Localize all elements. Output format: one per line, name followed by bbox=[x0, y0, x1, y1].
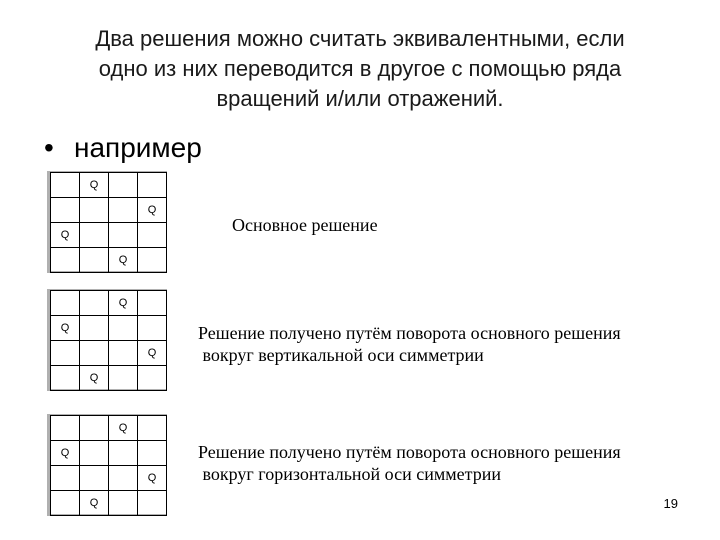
board-cell bbox=[138, 223, 167, 248]
board-2-caption-line-2: вокруг вертикальной оси симметрии bbox=[198, 345, 484, 365]
board-cell bbox=[109, 366, 138, 391]
board-cell bbox=[138, 173, 167, 198]
queen-cell: Q bbox=[51, 316, 80, 341]
bullet-item bbox=[44, 130, 202, 166]
board-cell bbox=[138, 248, 167, 273]
queen-cell: Q bbox=[138, 341, 167, 366]
queen-cell: Q bbox=[80, 491, 109, 516]
queen-cell: Q bbox=[109, 416, 138, 441]
board-cell bbox=[51, 173, 80, 198]
board-cell bbox=[80, 291, 109, 316]
board-cell bbox=[80, 223, 109, 248]
board-cell bbox=[51, 491, 80, 516]
board-cell bbox=[80, 198, 109, 223]
board-cell bbox=[138, 291, 167, 316]
queen-cell: Q bbox=[138, 466, 167, 491]
board-cell bbox=[51, 366, 80, 391]
board-cell bbox=[80, 416, 109, 441]
board-cell bbox=[138, 441, 167, 466]
board-cell bbox=[51, 198, 80, 223]
queen-cell: Q bbox=[51, 223, 80, 248]
queen-cell: Q bbox=[51, 441, 80, 466]
board-cell bbox=[109, 441, 138, 466]
page-number: 19 bbox=[663, 496, 678, 511]
board-cell bbox=[51, 416, 80, 441]
board-cell bbox=[109, 198, 138, 223]
board-cell bbox=[109, 491, 138, 516]
queen-cell: Q bbox=[80, 173, 109, 198]
board-cell bbox=[51, 466, 80, 491]
title-line-2: одно из них переводится в другое с помощью ряда bbox=[98, 56, 622, 81]
chessboard-vertical-reflection bbox=[50, 290, 167, 391]
queen-cell: Q bbox=[109, 291, 138, 316]
board-cell bbox=[109, 466, 138, 491]
board-cell bbox=[138, 316, 167, 341]
board-2-caption bbox=[198, 322, 621, 366]
board-1-caption bbox=[232, 214, 378, 236]
board-3-caption bbox=[198, 441, 621, 485]
board-cell bbox=[138, 416, 167, 441]
board-3-caption-line-1: Решение получено путём поворота основного решения bbox=[198, 442, 621, 462]
queen-cell: Q bbox=[80, 366, 109, 391]
bullet-marker: • bbox=[44, 132, 54, 163]
queen-cell: Q bbox=[138, 198, 167, 223]
board-cell bbox=[51, 341, 80, 366]
board-cell bbox=[109, 223, 138, 248]
board-cell bbox=[109, 341, 138, 366]
board-cell bbox=[109, 173, 138, 198]
title-line-3: вращений и/или отражений. bbox=[216, 86, 504, 111]
board-2-caption-line-1: Решение получено путём поворота основного решения bbox=[198, 323, 621, 343]
queen-cell: Q bbox=[109, 248, 138, 273]
board-cell bbox=[51, 248, 80, 273]
board-cell bbox=[51, 291, 80, 316]
board-cell bbox=[80, 341, 109, 366]
title-line-1: Два решения можно считать эквивалентными, если bbox=[95, 26, 625, 51]
slide-title bbox=[40, 24, 680, 114]
board-3-caption-line-2: вокруг горизонтальной оси симметрии bbox=[198, 464, 501, 484]
board-cell bbox=[109, 316, 138, 341]
board-cell bbox=[80, 248, 109, 273]
board-cell bbox=[80, 316, 109, 341]
board-1-caption-line-1: Основное решение bbox=[232, 215, 378, 235]
chessboard-horizontal-reflection bbox=[50, 415, 167, 516]
board-cell bbox=[138, 491, 167, 516]
board-cell bbox=[80, 466, 109, 491]
board-cell bbox=[80, 441, 109, 466]
board-cell bbox=[138, 366, 167, 391]
chessboard-main-solution bbox=[50, 172, 167, 273]
bullet-text: например bbox=[74, 132, 202, 163]
